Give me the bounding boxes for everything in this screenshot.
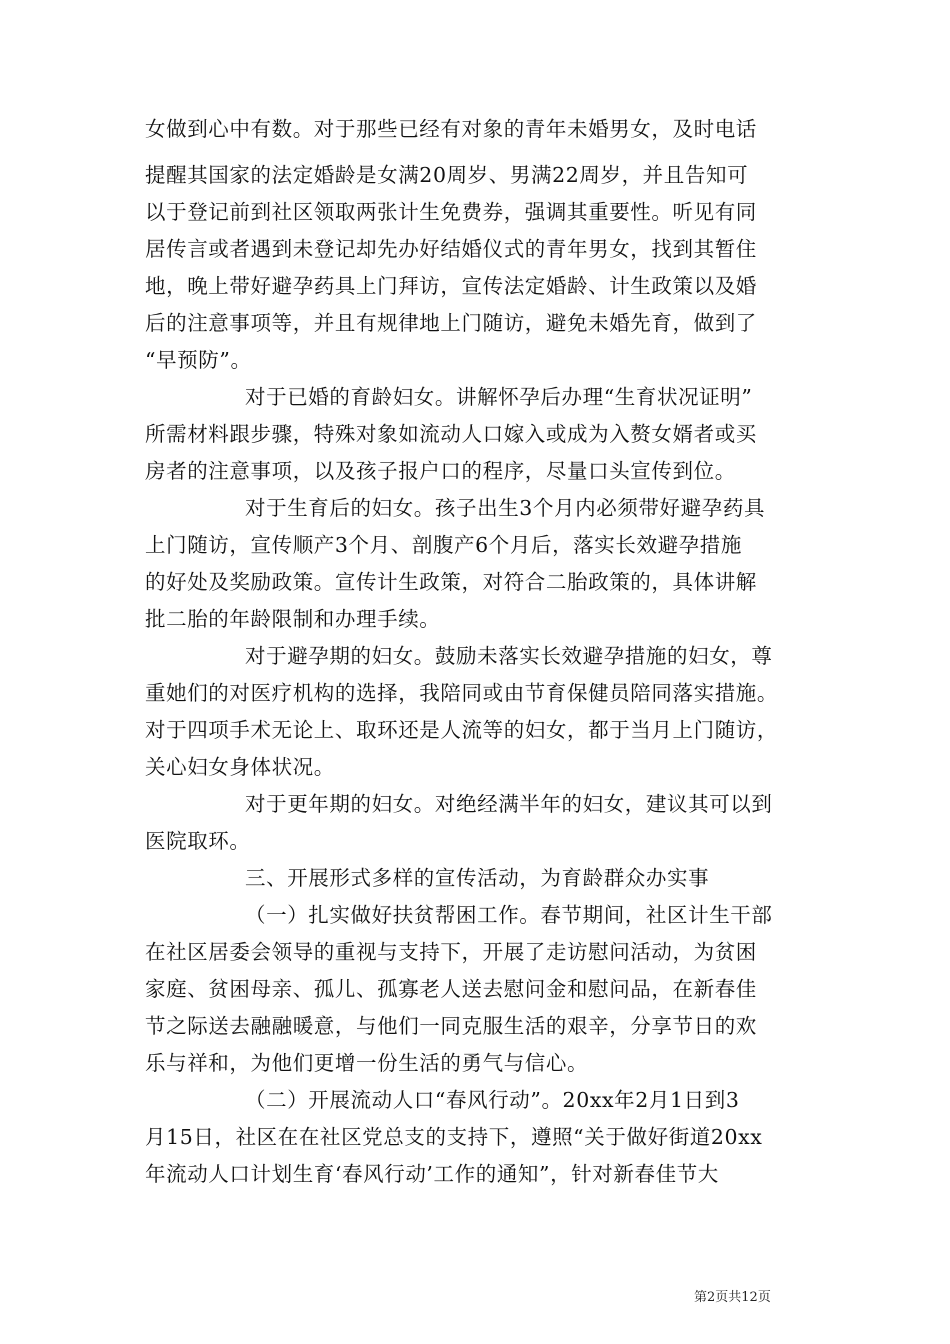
text-line: 居传言或者遇到未登记却先办好结婚仪式的青年男女，找到其暂住 [145, 237, 757, 261]
paragraph-first-line: 对于生育后的妇女。孩子出生3个月内必须带好避孕药具 [245, 496, 766, 520]
text-line: 女做到心中有数。对于那些已经有对象的青年未婚男女，及时电话 [145, 117, 757, 141]
text-line: 以于登记前到社区领取两张计生免费券，强调其重要性。听见有同 [145, 200, 757, 224]
paragraph-first-line: （一）扎实做好扶贫帮困工作。春节期间，社区计生干部 [245, 903, 773, 927]
text-line: 后的注意事项等，并且有规律地上门随访，避免未婚先育，做到了 [145, 311, 757, 335]
text-line: 房者的注意事项，以及孩子报户口的程序，尽量口头宣传到位。 [145, 459, 736, 483]
text-line: 批二胎的年龄限制和办理手续。 [145, 607, 441, 631]
paragraph-first-line: （二）开展流动人口“春风行动”。20xx年2月1日到3 [245, 1088, 740, 1112]
text-line: 年流动人口计划生育‘春风行动’工作的通知”，针对新春佳节大 [145, 1162, 719, 1186]
text-line: 在社区居委会领导的重视与支持下，开展了走访慰问活动，为贫困 [145, 940, 757, 964]
text-line: “早预防”。 [145, 348, 252, 372]
page-number-footer: 第2页共12页 [694, 1290, 771, 1305]
text-line: 节之际送去融融暖意，与他们一同克服生活的艰辛，分享节日的欢 [145, 1014, 757, 1038]
text-line: 对于四项手术无论上、取环还是人流等的妇女，都于当月上门随访， [145, 718, 778, 742]
text-line: 家庭、贫困母亲、孤儿、孤寡老人送去慰问金和慰问品，在新春佳 [145, 977, 757, 1001]
text-line: 重她们的对医疗机构的选择，我陪同或由节育保健员陪同落实措施。 [145, 681, 778, 705]
paragraph-first-line: 对于更年期的妇女。对绝经满半年的妇女，建议其可以到 [245, 792, 773, 816]
text-line: 提醒其国家的法定婚龄是女满20周岁、男满22周岁，并且告知可 [145, 163, 749, 187]
text-line: 关心妇女身体状况。 [145, 755, 335, 779]
paragraph-first-line: 对于已婚的育龄妇女。讲解怀孕后办理“生育状况证明” [245, 385, 753, 409]
text-line: 地，晚上带好避孕药具上门拜访，宣传法定婚龄、计生政策以及婚 [145, 274, 757, 298]
text-line: 医院取环。 [145, 829, 251, 853]
text-line: 月15日，社区在在社区党总支的支持下，遵照“关于做好街道20xx [145, 1125, 763, 1149]
paragraph-first-line: 对于避孕期的妇女。鼓励未落实长效避孕措施的妇女，尊 [245, 644, 773, 668]
text-line: 的好处及奖励政策。宣传计生政策，对符合二胎政策的，具体讲解 [145, 570, 757, 594]
section-heading: 三、开展形式多样的宣传活动，为育龄群众办实事 [245, 866, 710, 890]
text-line: 乐与祥和，为他们更增一份生活的勇气与信心。 [145, 1051, 589, 1075]
text-line: 所需材料跟步骤，特殊对象如流动人口嫁入或成为入赘女婿者或买 [145, 422, 757, 446]
text-line: 上门随访，宣传顺产3个月、剖腹产6个月后，落实长效避孕措施 [145, 533, 742, 557]
